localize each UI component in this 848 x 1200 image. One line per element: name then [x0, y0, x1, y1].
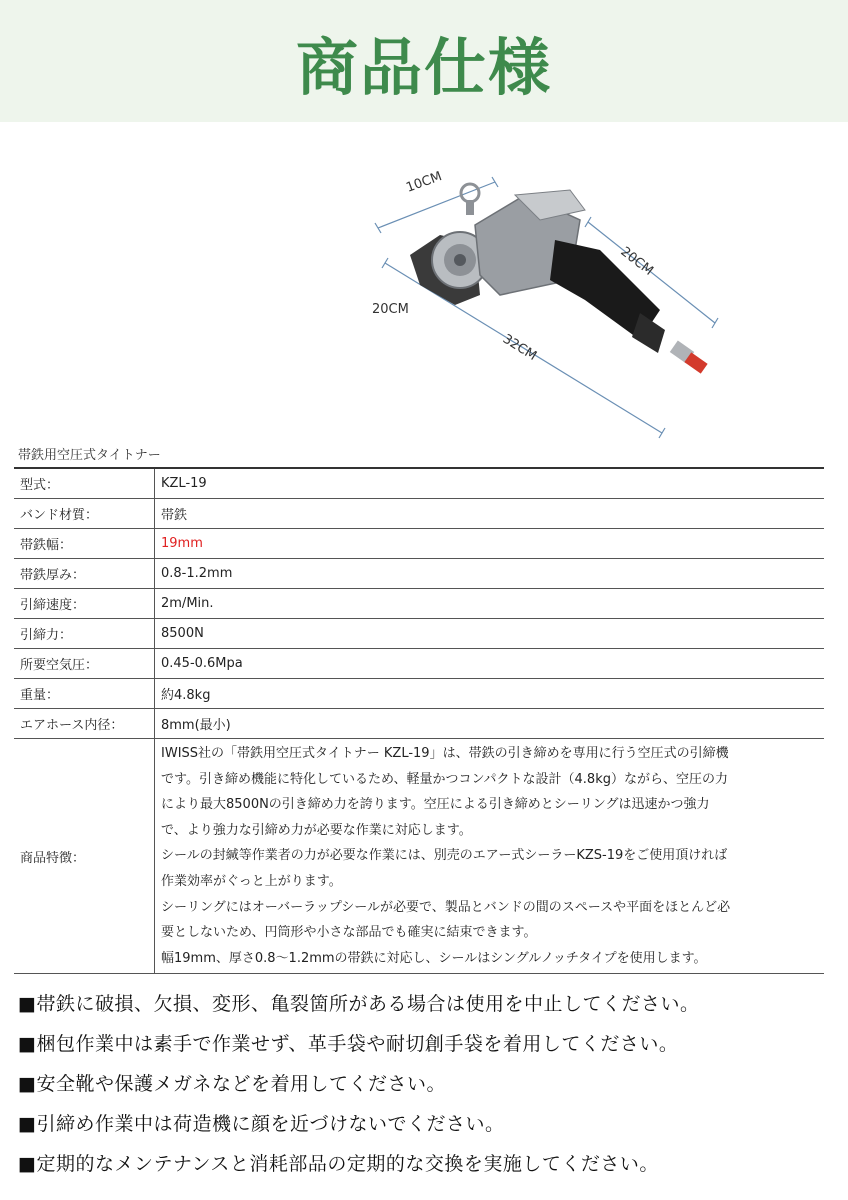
features-label: 商品特徴：	[14, 739, 155, 974]
spec-label: バンド材質：	[14, 499, 155, 529]
safety-note: ■安全靴や保護メガネなどを着用してください。	[18, 1073, 446, 1095]
product-name: 帯鉄用空圧式タイトナー	[18, 448, 161, 463]
features-line: で、より強力な引締め力が必要な作業に対応します。	[161, 822, 472, 838]
spec-value: KZL-19	[155, 468, 825, 499]
table-row	[14, 739, 824, 974]
features-line: 作業効率がぐっと上がります。	[161, 873, 342, 889]
table-row	[14, 649, 824, 679]
spec-value: 2m/Min.	[155, 589, 825, 619]
spec-value: 約4.8kg	[155, 679, 825, 709]
spec-value: 0.8-1.2mm	[155, 559, 825, 589]
dimension-label-right: 20CM	[617, 244, 656, 279]
dimension-label-left: 20CM	[372, 302, 409, 317]
table-row	[14, 559, 824, 589]
spec-label: 帯鉄幅：	[14, 529, 155, 559]
spec-value: 8500N	[155, 619, 825, 649]
spec-label: 重量：	[14, 679, 155, 709]
page-title: 商品仕様	[295, 31, 552, 104]
features-line: シーリングにはオーバーラップシールが必要で、製品とバンドの間のスペースや平面をほとんど必	[161, 899, 731, 915]
safety-note: ■定期的なメンテナンスと消耗部品の定期的な交換を実施してください。	[18, 1153, 659, 1175]
table-row	[14, 589, 824, 619]
spec-value: 0.45-0.6Mpa	[155, 649, 825, 679]
dimension-label-bottom: 32CM	[499, 331, 540, 364]
dimension-label-top: 10CM	[404, 169, 444, 196]
table-row	[14, 619, 824, 649]
features-line: により最大8500Nの引き締め力を誇ります。空圧による引き締めとシーリングは迅速かつ強力	[161, 797, 710, 813]
features-line: 要としないため、円筒形や小さな部品でも確実に結束できます。	[161, 925, 537, 941]
table-row	[14, 529, 824, 559]
spec-table	[14, 467, 824, 974]
table-row	[14, 679, 824, 709]
table-row	[14, 499, 824, 529]
spec-value: 19mm	[155, 529, 825, 559]
features-line: シールの封緘等作業者の力が必要な作業には、別売のエアー式シーラーKZS-19をご使用頂ければ	[161, 848, 728, 864]
header-banner	[0, 0, 848, 122]
features-line: 幅19mm、厚さ0.8～1.2mmの帯鉄に対応し、シールはシングルノッチタイプを使用します。	[161, 950, 707, 966]
features-line: です。引き締め機能に特化しているため、軽量かつコンパクトな設計（4.8kg）ながら、空圧の力	[161, 771, 728, 787]
safety-notes	[18, 988, 838, 1188]
safety-note: ■引締め作業中は荷造機に顔を近づけないでください。	[18, 1113, 505, 1135]
features-text	[155, 739, 825, 974]
safety-note: ■帯鉄に破損、欠損、変形、亀裂箇所がある場合は使用を中止してください。	[18, 993, 700, 1015]
spec-label: 型式：	[14, 468, 155, 499]
table-row	[14, 468, 824, 499]
spec-value: 帯鉄	[155, 499, 825, 529]
spec-label: 引締力：	[14, 619, 155, 649]
safety-note: ■梱包作業中は素手で作業せず、革手袋や耐切創手袋を着用してください。	[18, 1033, 679, 1055]
spec-label: 引締速度：	[14, 589, 155, 619]
tool-illustration	[340, 165, 740, 450]
tool-body	[410, 184, 708, 374]
spec-label: エアホース内径：	[14, 709, 155, 739]
spec-label: 帯鉄厚み：	[14, 559, 155, 589]
product-figure	[340, 165, 740, 450]
table-row	[14, 709, 824, 739]
features-line: IWISS社の「帯鉄用空圧式タイトナー KZL-19」は、帯鉄の引き締めを専用に行う空圧式の引締機	[161, 746, 729, 761]
spec-value: 8mm(最小)	[155, 709, 825, 739]
spec-label: 所要空気圧：	[14, 649, 155, 679]
